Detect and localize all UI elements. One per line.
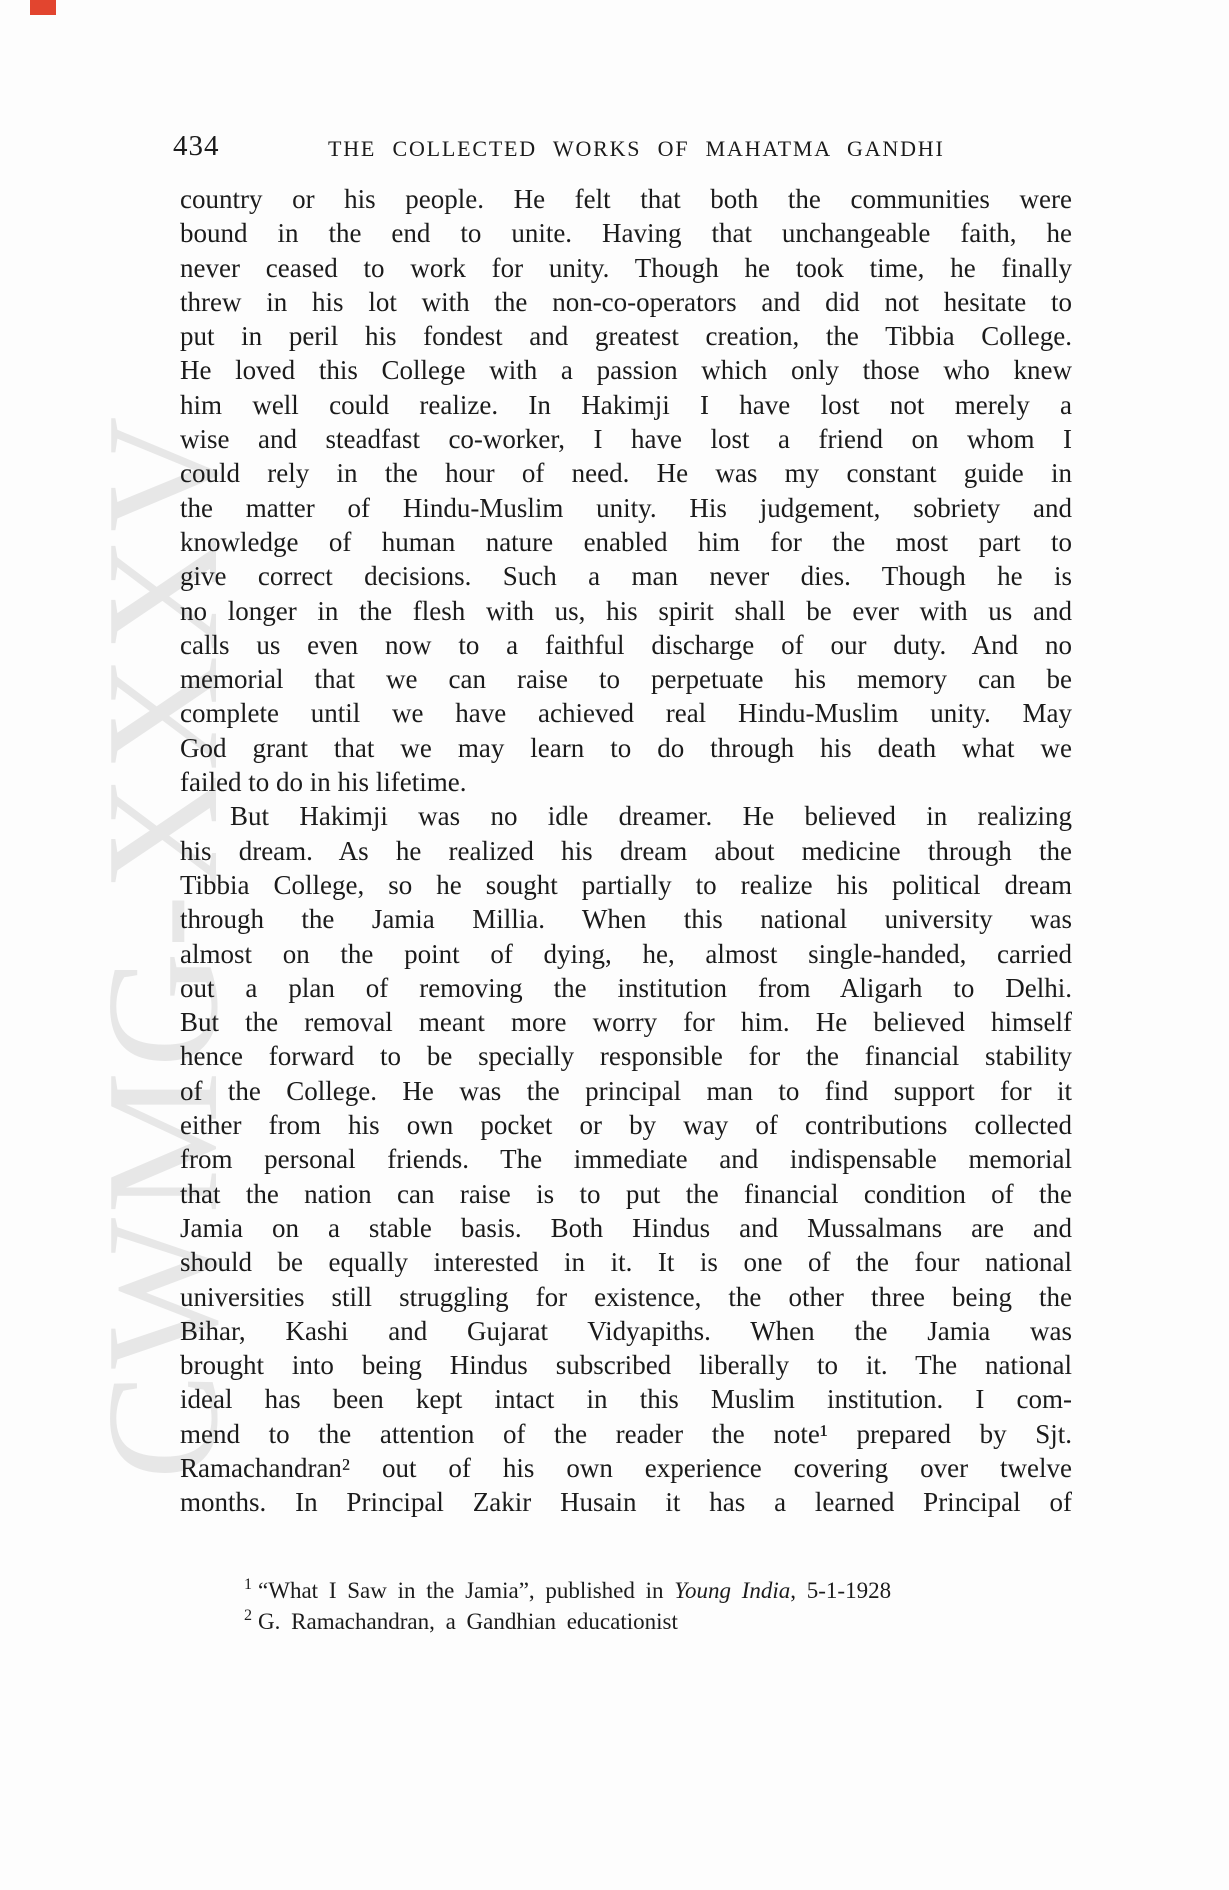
text-line: country or his people. He felt that both the communities were [180, 184, 1072, 214]
text-line: knowledge of human nature enabled him for the most part to [180, 526, 1072, 557]
text-line: either from his own pocket or by way of contributions collected [180, 1110, 1072, 1141]
text-line: Ramachandran² out of his own experience covering over twelve [180, 1452, 1072, 1483]
text-line: from personal friends. The immediate and indispensable memorial [180, 1144, 1072, 1175]
text-line: him well could realize. In Hakimji I have lost not merely a [180, 389, 1072, 420]
text-line: threw in his lot with the non-co-operators and did not hesitate to [180, 286, 1072, 317]
text-line: ideal has been kept intact in this Muslim institution. I com- [180, 1384, 1072, 1415]
text-line: months. In Principal Zakir Husain it has a learned Principal of [180, 1487, 1072, 1518]
text-line: Jamia on a stable basis. Both Hindus and Mussalmans are and [180, 1212, 1072, 1243]
text-line: failed to do in his lifetime. [180, 767, 467, 798]
text-line: could rely in the hour of need. He was my constant guide in [180, 458, 1072, 489]
text-line: his dream. As he realized his dream about medicine through the [180, 835, 1072, 866]
text-line: bound in the end to unite. Having that unchangeable faith, he [180, 218, 1072, 249]
text-line: Tibbia College, so he sought partially to realize his political dream [180, 869, 1072, 900]
footnote-text: G. Ramachandran, a Gandhian educationist [258, 1608, 678, 1634]
footnote [244, 1607, 1024, 1638]
running-title: THE COLLECTED WORKS OF MAHATMA GANDHI [328, 136, 945, 161]
text-line: wise and steadfast co-worker, I have lost a friend on whom I [180, 424, 1072, 455]
footnote-source-title: Young India [674, 1578, 791, 1603]
page-number: 434 [173, 130, 220, 162]
text-line: But Hakimji was no idle dreamer. He believed in realizing [230, 801, 1072, 832]
text-line: the matter of Hindu-Muslim unity. His judgement, sobriety and [180, 492, 1072, 523]
text-line: almost on the point of dying, he, almost single-handed, carried [180, 938, 1072, 969]
text-line: calls us even now to a faithful discharge of our duty. And no [180, 629, 1072, 660]
footnote-marker: 1 [244, 1576, 253, 1594]
text-line: memorial that we can raise to perpetuate his memory can be [180, 664, 1072, 695]
watermark-text: CWMG-XXXV [73, 412, 251, 1480]
footnotes [244, 1576, 1024, 1637]
text-line: hence forward to be specially responsible for the financial stability [180, 1041, 1072, 1072]
text-line: mend to the attention of the reader the note¹ prepared by Sjt. [180, 1418, 1072, 1449]
page-header [173, 130, 1072, 164]
text-line: give correct decisions. Such a man never dies. Though he is [180, 561, 1072, 592]
text-line: through the Jamia Millia. When this national university was [180, 904, 1072, 935]
footnote-date: , 5-1-1928 [790, 1578, 892, 1603]
footnote [244, 1576, 1024, 1607]
text-line: of the College. He was the principal man to find support for it [180, 1075, 1072, 1106]
footnote-text: “What I Saw in the Jamia”, published in [258, 1578, 675, 1603]
text-line: never ceased to work for unity. Though he took time, he finally [180, 252, 1072, 283]
text-line: no longer in the flesh with us, his spirit shall be ever with us and [180, 595, 1072, 626]
text-line: brought into being Hindus subscribed liberally to it. The national [180, 1350, 1072, 1381]
corner-marker [30, 0, 56, 15]
text-line: But the removal meant more worry for him. He believed himself [180, 1007, 1072, 1038]
text-line: Bihar, Kashi and Gujarat Vidyapiths. When the Jamia was [180, 1315, 1072, 1346]
footnote-marker: 2 [244, 1606, 253, 1624]
text-line: universities still struggling for existence, the other three being the [180, 1281, 1072, 1312]
text-line: out a plan of removing the institution from Aligarh to Delhi. [180, 972, 1072, 1003]
text-line: He loved this College with a passion which only those who knew [180, 355, 1072, 386]
body-text [180, 182, 1072, 1520]
text-line: put in peril his fondest and greatest creation, the Tibbia College. [180, 321, 1072, 352]
text-line: complete until we have achieved real Hindu-Muslim unity. May [180, 698, 1072, 729]
text-line: should be equally interested in it. It is one of the four national [180, 1247, 1072, 1278]
text-line: that the nation can raise is to put the financial condition of the [180, 1178, 1072, 1209]
text-line: God grant that we may learn to do through his death what we [180, 732, 1072, 763]
